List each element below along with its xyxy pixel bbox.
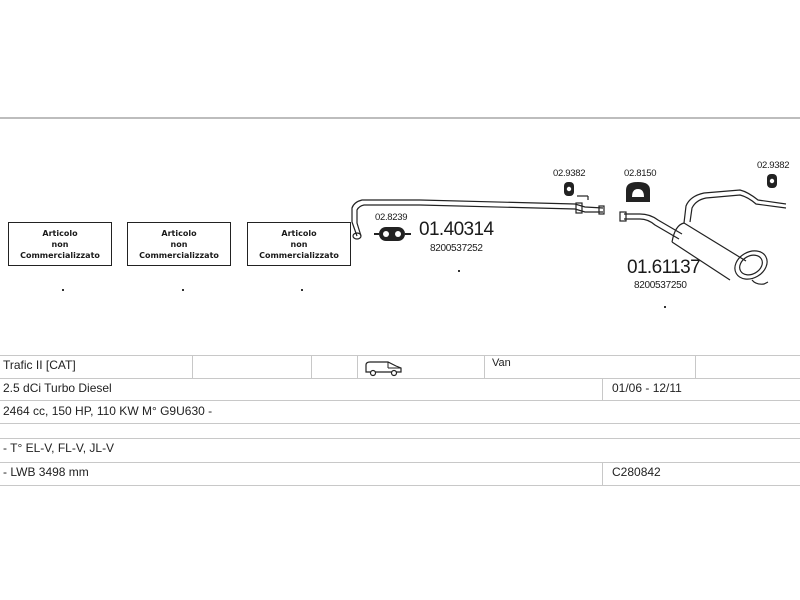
table-divider — [0, 355, 800, 356]
hanger-part-number: 02.9382 — [553, 168, 586, 179]
vehicle-specs: 2464 cc, 150 HP, 110 KW M° G9U630 - — [3, 404, 213, 418]
table-column-divider — [484, 355, 485, 378]
placeholder-line1: Articolo — [281, 228, 317, 238]
rear-silencer-oem-number: 8200537250 — [634, 280, 687, 291]
hanger-icon — [763, 172, 787, 194]
placeholder-line1: Articolo — [42, 228, 78, 238]
rubber-mount-part-number: 02.8150 — [624, 168, 657, 179]
van-icon — [364, 359, 404, 377]
table-divider — [0, 423, 800, 424]
table-divider — [0, 438, 800, 439]
vehicle-body-type: Van — [492, 357, 511, 369]
vehicle-production-period: 01/06 - 12/11 — [612, 381, 682, 395]
table-column-divider — [311, 355, 312, 378]
placeholder-line3: Commercializzato — [259, 250, 339, 260]
position-dot — [664, 306, 666, 308]
table-divider — [0, 378, 800, 379]
clamp-part-number: 02.8239 — [375, 212, 408, 223]
vehicle-wheelbase: - LWB 3498 mm — [3, 465, 89, 479]
table-column-divider — [695, 355, 696, 378]
placeholder-line3: Commercializzato — [20, 250, 100, 260]
table-column-divider — [602, 462, 603, 485]
rear-silencer-part-number: 01.61137 — [627, 257, 701, 278]
table-column-divider — [192, 355, 193, 378]
hanger-part-number: 02.9382 — [757, 160, 790, 171]
table-divider — [0, 400, 800, 401]
catalog-reference: C280842 — [612, 465, 661, 479]
table-column-divider — [602, 378, 603, 400]
placeholder-line1: Articolo — [161, 228, 197, 238]
vehicle-type-codes: - T° EL-V, FL-V, JL-V — [3, 441, 115, 455]
placeholder-line2: non — [170, 239, 188, 249]
mid-pipe-oem-number: 8200537252 — [430, 243, 483, 254]
table-divider — [0, 462, 800, 463]
placeholder-line2: non — [51, 239, 69, 249]
placeholder-line2: non — [290, 239, 308, 249]
vehicle-model: Trafic II [CAT] — [3, 358, 76, 372]
table-column-divider — [357, 355, 358, 378]
table-divider — [0, 485, 800, 486]
placeholder-line3: Commercializzato — [139, 250, 219, 260]
mid-pipe-part-number: 01.40314 — [419, 219, 494, 240]
vehicle-engine: 2.5 dCi Turbo Diesel — [3, 381, 112, 395]
